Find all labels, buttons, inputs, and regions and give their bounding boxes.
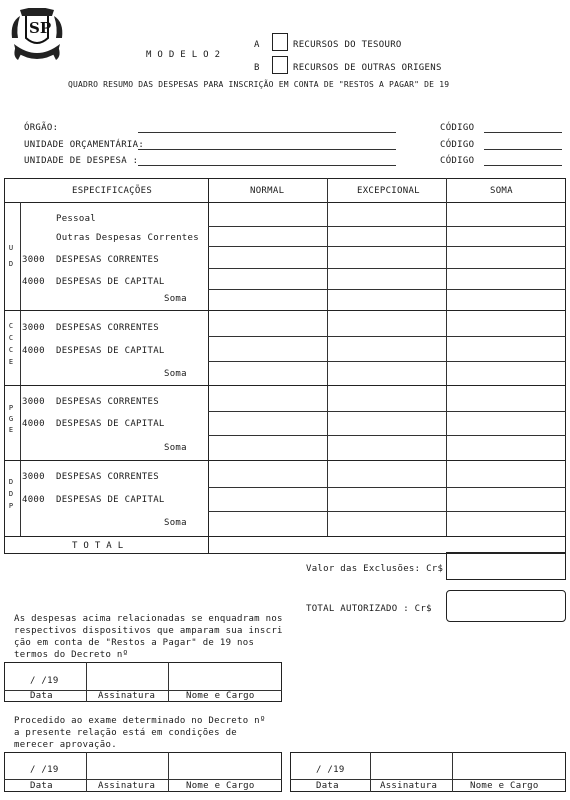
declaration-line: respectivos dispositivos que amparam sua inscri	[14, 626, 283, 636]
row-line	[208, 361, 566, 362]
nome-cargo-label: Nome e Cargo	[186, 691, 255, 701]
date-field[interactable]: / /19	[30, 676, 59, 686]
row-despesas-capital-label: DESPESAS DE CAPITAL	[56, 419, 165, 429]
col-divider-2	[327, 178, 328, 536]
option-b-letter: B	[254, 63, 260, 73]
row-line	[208, 411, 566, 412]
group-ccce-letter: E	[8, 358, 14, 366]
row-line	[208, 435, 566, 436]
assinatura-label: Assinatura	[380, 781, 438, 791]
sig-label-divider	[4, 779, 282, 780]
header-especificacoes: ESPECIFICAÇÕES	[72, 186, 153, 196]
unidade-orcamentaria-label: UNIDADE ORÇAMENTÁRIA:	[24, 140, 145, 150]
valor-exclusoes-box[interactable]	[446, 552, 566, 580]
sig-label-divider	[290, 779, 566, 780]
group-divider	[4, 310, 566, 311]
svg-text:SP: SP	[29, 19, 52, 37]
assinatura-label: Assinatura	[98, 691, 156, 701]
model-label: M O D E L O 2	[146, 50, 221, 60]
data-label: Data	[30, 781, 53, 791]
row-code: 3000	[22, 397, 45, 407]
option-a-checkbox[interactable]	[272, 33, 288, 51]
option-a-letter: A	[254, 40, 260, 50]
header-soma: SOMA	[490, 186, 513, 196]
row-line	[208, 511, 566, 512]
assinatura-label: Assinatura	[98, 781, 156, 791]
row-line	[208, 487, 566, 488]
total-label: T O T A L	[72, 541, 124, 551]
unidade-despesa-input-line[interactable]	[138, 165, 396, 166]
row-line	[208, 336, 566, 337]
unidade-despesa-codigo-label: CÓDIGO	[440, 156, 475, 166]
orgao-label: ÓRGÃO:	[24, 123, 59, 133]
sig-divider	[168, 662, 169, 702]
nome-cargo-label: Nome e Cargo	[186, 781, 255, 791]
row-line	[208, 226, 566, 227]
soma-label: Soma	[164, 443, 187, 453]
row-despesas-capital-label: DESPESAS DE CAPITAL	[56, 495, 165, 505]
header-normal: NORMAL	[250, 186, 285, 196]
soma-label: Soma	[164, 518, 187, 528]
orgao-codigo-line[interactable]	[484, 132, 562, 133]
total-autorizado-box[interactable]	[446, 590, 566, 622]
group-divider	[4, 460, 566, 461]
declaration-line: ção em conta de "Restos a Pagar" de 19 nos	[14, 638, 255, 648]
header-excepcional: EXCEPCIONAL	[357, 186, 420, 196]
row-code: 4000	[22, 419, 45, 429]
declaration-line: termos do Decreto nº	[14, 650, 129, 660]
orgao-codigo-label: CÓDIGO	[440, 123, 475, 133]
sig-divider	[452, 752, 453, 792]
date-field[interactable]: / /19	[30, 765, 59, 775]
row-despesas-correntes-label: DESPESAS CORRENTES	[56, 255, 159, 265]
procedure-line: merecer aprovação.	[14, 740, 117, 750]
coat-of-arms-emblem	[8, 8, 66, 64]
row-code: 3000	[22, 472, 45, 482]
sig-divider	[370, 752, 371, 792]
row-code: 3000	[22, 255, 45, 265]
group-ud-letter: U	[8, 244, 14, 252]
group-ccce-letter: C	[8, 346, 14, 354]
row-line	[208, 246, 566, 247]
unidade-orcamentaria-codigo-line[interactable]	[484, 149, 562, 150]
row-outras-despesas-label: Outras Despesas Correntes	[56, 233, 199, 243]
data-label: Data	[30, 691, 53, 701]
row-despesas-correntes-label: DESPESAS CORRENTES	[56, 472, 159, 482]
row-line	[208, 268, 566, 269]
row-code: 4000	[22, 495, 45, 505]
row-line	[208, 289, 566, 290]
sig-divider	[168, 752, 169, 792]
group-ud-letter: D	[8, 260, 14, 268]
sig-divider	[86, 662, 87, 702]
group-letter-divider	[20, 202, 21, 536]
unidade-despesa-codigo-line[interactable]	[484, 165, 562, 166]
row-code: 4000	[22, 346, 45, 356]
option-b-checkbox[interactable]	[272, 56, 288, 74]
data-label: Data	[316, 781, 339, 791]
option-a-label: RECURSOS DO TESOURO	[293, 40, 402, 50]
date-field[interactable]: / /19	[316, 765, 345, 775]
row-despesas-correntes-label: DESPESAS CORRENTES	[56, 323, 159, 333]
row-despesas-capital-label: DESPESAS DE CAPITAL	[56, 277, 165, 287]
col-divider-1	[208, 178, 209, 554]
table-header-divider	[4, 202, 566, 203]
group-ddp-letter: P	[8, 502, 14, 510]
group-ccce-letter: C	[8, 334, 14, 342]
sig-divider	[86, 752, 87, 792]
group-divider	[4, 385, 566, 386]
group-pge-letter: G	[8, 415, 14, 423]
group-ccce-letter: C	[8, 322, 14, 330]
unidade-orcamentaria-codigo-label: CÓDIGO	[440, 140, 475, 150]
nome-cargo-label: Nome e Cargo	[470, 781, 539, 791]
row-despesas-correntes-label: DESPESAS CORRENTES	[56, 397, 159, 407]
procedure-line: a presente relação está em condições de	[14, 728, 238, 738]
col-divider-3	[446, 178, 447, 536]
group-pge-letter: P	[8, 404, 14, 412]
group-divider	[4, 536, 566, 537]
option-b-label: RECURSOS DE OUTRAS ORIGENS	[293, 63, 442, 73]
procedure-line: Procedido ao exame determinado no Decreto nº	[14, 716, 266, 726]
group-ddp-letter: D	[8, 478, 14, 486]
group-pge-letter: E	[8, 426, 14, 434]
total-autorizado-label: TOTAL AUTORIZADO : Cr$	[306, 604, 432, 614]
row-pessoal-label: Pessoal	[56, 214, 97, 224]
group-ddp-letter: D	[8, 490, 14, 498]
form-title: QUADRO RESUMO DAS DESPESAS PARA INSCRIÇÃO EM CONTA DE "RESTOS A PAGAR" DE 19	[68, 80, 450, 89]
unidade-despesa-label: UNIDADE DE DESPESA :	[24, 156, 139, 166]
row-despesas-capital-label: DESPESAS DE CAPITAL	[56, 346, 165, 356]
valor-exclusoes-label: Valor das Exclusões: Cr$	[306, 564, 444, 574]
soma-label: Soma	[164, 294, 187, 304]
row-code: 4000	[22, 277, 45, 287]
declaration-line: As despesas acima relacionadas se enquadram nos	[14, 614, 283, 624]
row-code: 3000	[22, 323, 45, 333]
unidade-orcamentaria-input-line[interactable]	[138, 149, 396, 150]
soma-label: Soma	[164, 369, 187, 379]
orgao-input-line[interactable]	[138, 132, 396, 133]
